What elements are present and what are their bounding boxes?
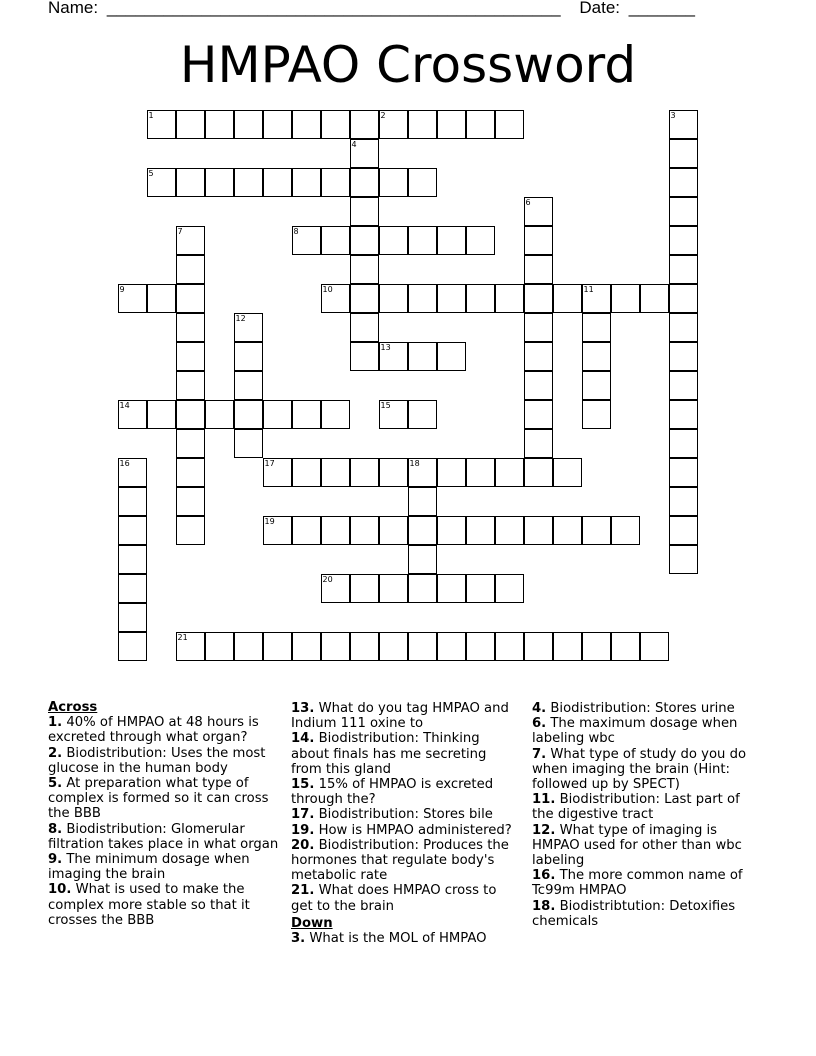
cell-number: 15 xyxy=(380,400,391,410)
grid-cell[interactable] xyxy=(321,226,350,255)
down-clue xyxy=(532,747,764,793)
grid-cell[interactable] xyxy=(292,400,321,429)
grid-cell[interactable] xyxy=(379,632,408,661)
grid-cell[interactable] xyxy=(176,342,205,371)
grid-cell[interactable] xyxy=(350,313,379,342)
grid-cell[interactable] xyxy=(408,342,437,371)
grid-cell[interactable] xyxy=(466,632,495,661)
clue-text: Biodistribution: Produces the hormones that regulate body's metabolic rate xyxy=(291,837,509,884)
grid-cell[interactable] xyxy=(350,458,379,487)
grid-cell[interactable] xyxy=(466,516,495,545)
clue-number: 19. xyxy=(291,822,315,838)
grid-cell[interactable] xyxy=(437,516,466,545)
across-clue xyxy=(48,852,280,882)
clue-text: Biodistribution: Uses the most glucose in the human body xyxy=(48,745,266,776)
grid-cell[interactable] xyxy=(466,284,495,313)
down-clue xyxy=(532,701,764,716)
grid-cell[interactable] xyxy=(408,574,437,603)
clue-number: 15. xyxy=(291,777,315,793)
across-clue xyxy=(291,823,519,838)
grid-cell[interactable] xyxy=(234,371,263,400)
clue-text: Biodistribution: Glomerular filtration takes place in what organ xyxy=(48,821,279,852)
across-clue xyxy=(291,777,519,807)
grid-cell[interactable] xyxy=(118,487,147,516)
grid-cell[interactable] xyxy=(582,516,611,545)
name-line[interactable]: ________________________________________________ xyxy=(106,0,561,17)
clue-text: What type of imaging is HMPAO used for other than wbc labeling xyxy=(532,822,742,869)
cell-number: 4 xyxy=(351,139,357,149)
grid-cell[interactable] xyxy=(669,371,698,400)
grid-cell[interactable] xyxy=(379,458,408,487)
across-clue xyxy=(291,807,519,822)
grid-cell[interactable] xyxy=(408,487,437,516)
clue-number: 16. xyxy=(532,868,556,884)
grid-cell[interactable] xyxy=(350,284,379,313)
grid-cell[interactable] xyxy=(640,632,669,661)
grid-cell[interactable] xyxy=(379,574,408,603)
grid-cell[interactable] xyxy=(234,168,263,197)
grid-cell[interactable] xyxy=(553,516,582,545)
grid-cell[interactable] xyxy=(176,429,205,458)
grid-cell[interactable] xyxy=(524,313,553,342)
grid-cell[interactable] xyxy=(524,342,553,371)
down-clue xyxy=(532,899,764,929)
grid-cell[interactable] xyxy=(234,632,263,661)
grid-cell[interactable] xyxy=(495,458,524,487)
down-clue xyxy=(532,716,764,746)
clue-text: Biodistribution: Thinking about finals has me secreting from this gland xyxy=(291,731,487,777)
grid-cell[interactable] xyxy=(640,284,669,313)
grid-cell[interactable] xyxy=(437,574,466,603)
cell-number: 8 xyxy=(293,226,299,236)
grid-cell[interactable] xyxy=(408,168,437,197)
clue-number: 5. xyxy=(48,776,63,792)
grid-cell[interactable] xyxy=(495,574,524,603)
grid-cell[interactable] xyxy=(263,400,292,429)
cell-number: 5 xyxy=(148,168,154,178)
grid-cell[interactable] xyxy=(524,255,553,284)
grid-cell[interactable] xyxy=(408,516,437,545)
grid-cell[interactable] xyxy=(379,516,408,545)
clue-number: 18. xyxy=(532,898,556,914)
grid-cell[interactable] xyxy=(408,545,437,574)
grid-cell[interactable] xyxy=(118,574,147,603)
down-clue xyxy=(532,868,764,898)
grid-cell[interactable] xyxy=(466,458,495,487)
grid-cell[interactable] xyxy=(437,632,466,661)
grid-cell[interactable] xyxy=(524,516,553,545)
grid-cell[interactable] xyxy=(582,371,611,400)
grid-cell[interactable] xyxy=(292,632,321,661)
clue-text: 15% of HMPAO is excreted through the? xyxy=(291,777,494,808)
clue-column-2 xyxy=(291,701,519,946)
grid-cell[interactable] xyxy=(553,458,582,487)
grid-cell[interactable] xyxy=(176,458,205,487)
down-clue xyxy=(532,792,764,822)
grid-cell[interactable] xyxy=(205,632,234,661)
grid-cell[interactable] xyxy=(263,632,292,661)
date-label: Date: xyxy=(579,0,621,17)
grid-cell[interactable] xyxy=(524,632,553,661)
clue-text: What type of study do you do when imaging the brain (Hint: followed up by SPECT) xyxy=(532,746,747,793)
grid-cell[interactable] xyxy=(466,226,495,255)
grid-cell[interactable] xyxy=(292,168,321,197)
clue-text: The minimum dosage when imaging the brain xyxy=(48,852,250,883)
cell-number: 7 xyxy=(177,226,183,236)
grid-cell[interactable] xyxy=(118,545,147,574)
grid-cell[interactable] xyxy=(147,284,176,313)
cell-number: 18 xyxy=(409,458,420,468)
grid-cell[interactable] xyxy=(350,110,379,139)
grid-cell[interactable] xyxy=(669,197,698,226)
grid-cell[interactable] xyxy=(379,168,408,197)
grid-cell[interactable] xyxy=(176,487,205,516)
name-label: Name: xyxy=(48,0,99,17)
clue-number: 13. xyxy=(291,701,315,716)
across-clue xyxy=(48,715,280,745)
clue-text: Biodistribtution: Detoxifies chemicals xyxy=(532,898,736,929)
clue-text: The more common name of Tc99m HMPAO xyxy=(532,868,743,899)
clue-number: 6. xyxy=(532,716,547,732)
grid-cell[interactable] xyxy=(205,400,234,429)
grid-cell[interactable] xyxy=(495,516,524,545)
clue-number: 11. xyxy=(532,792,556,808)
clue-number: 8. xyxy=(48,821,63,837)
grid-cell[interactable] xyxy=(350,168,379,197)
grid-cell[interactable] xyxy=(263,110,292,139)
cell-number: 2 xyxy=(380,110,386,120)
across-heading: Across xyxy=(48,700,98,715)
clue-text: Biodistribution: Stores urine xyxy=(546,701,735,716)
grid-cell[interactable] xyxy=(669,284,698,313)
grid-cell[interactable] xyxy=(176,313,205,342)
grid-cell[interactable] xyxy=(350,342,379,371)
down-heading: Down xyxy=(291,915,333,931)
across-clue xyxy=(291,701,519,731)
grid-cell[interactable] xyxy=(611,516,640,545)
across-clue xyxy=(48,746,280,776)
cell-number: 13 xyxy=(380,342,391,352)
cell-number: 1 xyxy=(148,110,154,120)
clue-text: What is the MOL of HMPAO xyxy=(305,931,487,947)
grid-cell[interactable] xyxy=(263,168,292,197)
grid-cell[interactable] xyxy=(582,313,611,342)
grid-cell[interactable] xyxy=(495,284,524,313)
across-clue xyxy=(291,883,519,913)
grid-cell[interactable] xyxy=(669,255,698,284)
grid-cell[interactable] xyxy=(669,313,698,342)
grid-cell[interactable] xyxy=(408,284,437,313)
grid-cell[interactable] xyxy=(553,632,582,661)
grid-cell[interactable] xyxy=(553,284,582,313)
grid-cell[interactable] xyxy=(118,603,147,632)
grid-cell[interactable] xyxy=(408,632,437,661)
across-clue xyxy=(48,882,280,928)
grid-cell[interactable] xyxy=(669,458,698,487)
clue-number: 10. xyxy=(48,882,72,898)
grid-cell[interactable] xyxy=(205,168,234,197)
grid-cell[interactable] xyxy=(321,516,350,545)
grid-cell[interactable] xyxy=(350,632,379,661)
clue-number: 20. xyxy=(291,837,315,853)
grid-cell[interactable] xyxy=(524,458,553,487)
clue-number: 7. xyxy=(532,746,547,762)
clue-number: 9. xyxy=(48,852,63,868)
clue-number: 1. xyxy=(48,715,63,731)
grid-cell[interactable] xyxy=(350,197,379,226)
grid-cell[interactable] xyxy=(408,400,437,429)
grid-cell[interactable] xyxy=(582,400,611,429)
grid-cell[interactable] xyxy=(669,516,698,545)
cell-number: 17 xyxy=(264,458,275,468)
grid-cell[interactable] xyxy=(611,632,640,661)
clue-number: 12. xyxy=(532,822,556,838)
cell-number: 19 xyxy=(264,516,275,526)
grid-cell[interactable] xyxy=(234,342,263,371)
clue-column-1 xyxy=(48,700,280,928)
grid-cell[interactable] xyxy=(379,226,408,255)
clue-text: The maximum dosage when labeling wbc xyxy=(532,716,738,747)
cell-number: 11 xyxy=(583,284,594,294)
grid-cell[interactable] xyxy=(118,516,147,545)
grid-cell[interactable] xyxy=(466,574,495,603)
grid-cell[interactable] xyxy=(669,400,698,429)
grid-cell[interactable] xyxy=(234,110,263,139)
clue-text: How is HMPAO administered? xyxy=(314,822,512,838)
grid-cell[interactable] xyxy=(437,342,466,371)
cell-number: 9 xyxy=(119,284,125,294)
grid-cell[interactable] xyxy=(350,574,379,603)
grid-cell[interactable] xyxy=(118,632,147,661)
grid-cell[interactable] xyxy=(350,516,379,545)
grid-cell[interactable] xyxy=(582,342,611,371)
grid-cell[interactable] xyxy=(321,168,350,197)
clue-number: 3. xyxy=(291,931,306,947)
cell-number: 6 xyxy=(525,197,531,207)
grid-cell[interactable] xyxy=(176,371,205,400)
across-clue xyxy=(48,822,280,852)
grid-cell[interactable] xyxy=(234,429,263,458)
grid-cell[interactable] xyxy=(350,226,379,255)
down-clue xyxy=(532,823,764,869)
grid-cell[interactable] xyxy=(495,110,524,139)
grid-cell[interactable] xyxy=(669,139,698,168)
clue-text: What do you tag HMPAO and Indium 111 oxine to xyxy=(291,701,509,732)
grid-cell[interactable] xyxy=(437,284,466,313)
clue-text: What does HMPAO cross to get to the brain xyxy=(291,883,497,914)
grid-cell[interactable] xyxy=(234,400,263,429)
cell-number: 20 xyxy=(322,574,333,584)
across-clue xyxy=(291,838,519,884)
down-clue xyxy=(291,931,519,946)
grid-cell[interactable] xyxy=(292,110,321,139)
clue-number: 14. xyxy=(291,731,315,747)
clue-text: Biodistribution: Stores bile xyxy=(314,807,493,823)
grid-cell[interactable] xyxy=(611,284,640,313)
cell-number: 10 xyxy=(322,284,333,294)
grid-cell[interactable] xyxy=(176,255,205,284)
grid-cell[interactable] xyxy=(379,284,408,313)
grid-cell[interactable] xyxy=(408,110,437,139)
grid-cell[interactable] xyxy=(292,458,321,487)
clue-number: 4. xyxy=(532,701,547,716)
grid-cell[interactable] xyxy=(669,545,698,574)
grid-cell[interactable] xyxy=(669,342,698,371)
clue-text: At preparation what type of complex is formed so it can cross the BBB xyxy=(48,776,269,822)
grid-cell[interactable] xyxy=(524,400,553,429)
grid-cell[interactable] xyxy=(582,632,611,661)
grid-cell[interactable] xyxy=(669,487,698,516)
cell-number: 3 xyxy=(670,110,676,120)
cell-number: 16 xyxy=(119,458,130,468)
grid-cell[interactable] xyxy=(350,255,379,284)
grid-cell[interactable] xyxy=(147,400,176,429)
grid-cell[interactable] xyxy=(321,632,350,661)
across-clue xyxy=(48,776,280,822)
grid-cell[interactable] xyxy=(466,110,495,139)
grid-cell[interactable] xyxy=(176,168,205,197)
grid-cell[interactable] xyxy=(205,110,234,139)
across-clue xyxy=(291,731,519,777)
grid-cell[interactable] xyxy=(437,458,466,487)
clue-number: 21. xyxy=(291,883,315,899)
grid-cell[interactable] xyxy=(524,371,553,400)
grid-cell[interactable] xyxy=(495,632,524,661)
clue-text: 40% of HMPAO at 48 hours is excreted through what organ? xyxy=(48,715,259,746)
date-line[interactable]: _______ xyxy=(628,0,695,17)
grid-cell[interactable] xyxy=(524,226,553,255)
clue-number: 17. xyxy=(291,807,315,823)
grid-cell[interactable] xyxy=(669,429,698,458)
grid-cell[interactable] xyxy=(321,110,350,139)
grid-cell[interactable] xyxy=(669,168,698,197)
grid-cell[interactable] xyxy=(321,458,350,487)
grid-cell[interactable] xyxy=(292,516,321,545)
cell-number: 21 xyxy=(177,632,188,642)
grid-cell[interactable] xyxy=(176,110,205,139)
grid-cell[interactable] xyxy=(176,284,205,313)
grid-cell[interactable] xyxy=(524,429,553,458)
cell-number: 12 xyxy=(235,313,246,323)
cell-number: 14 xyxy=(119,400,130,410)
grid-cell[interactable] xyxy=(176,516,205,545)
clue-number: 2. xyxy=(48,745,63,761)
grid-cell[interactable] xyxy=(176,400,205,429)
grid-cell[interactable] xyxy=(669,226,698,255)
clue-column-3 xyxy=(532,701,764,929)
grid-cell[interactable] xyxy=(321,400,350,429)
grid-cell[interactable] xyxy=(524,284,553,313)
clue-text: Biodistribution: Last part of the digestive tract xyxy=(532,792,740,823)
grid-cell[interactable] xyxy=(437,110,466,139)
grid-cell[interactable] xyxy=(437,226,466,255)
clue-text: What is used to make the complex more stable so that it crosses the BBB xyxy=(48,882,250,928)
page-title: HMPAO Crossword xyxy=(179,36,637,94)
grid-cell[interactable] xyxy=(408,226,437,255)
